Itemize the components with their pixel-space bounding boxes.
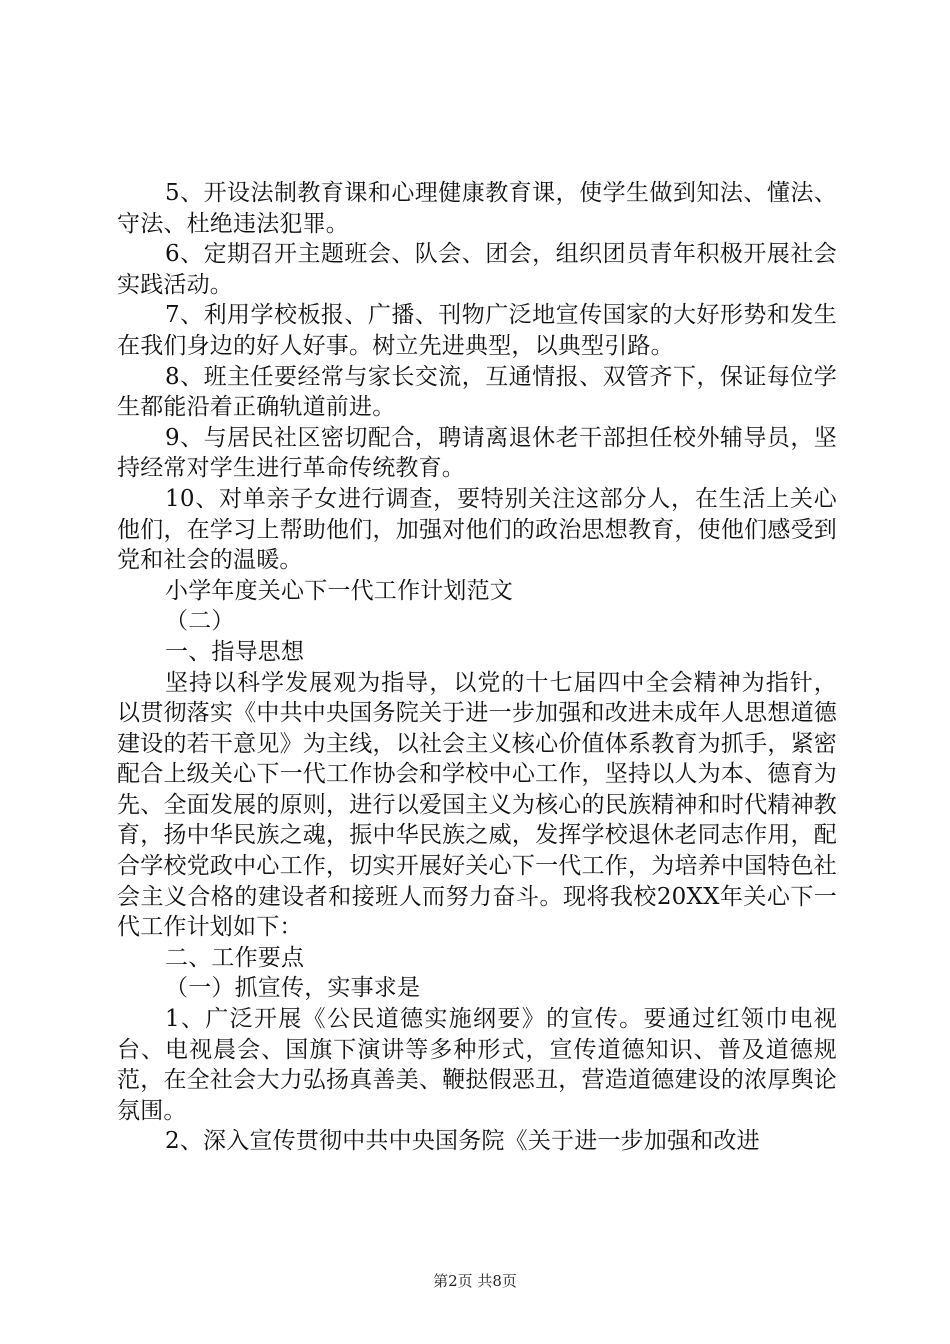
- paragraph-publicity-1: 1、广泛开展《公民道德实施纲要》的宣传。要通过红领巾电视台、电视晨会、国旗下演讲等多种形式，宣传道德知识、普及道德规范，在全社会大力弘扬真善美、鞭挞假恶丑，营造道德建设的浓厚舆论氛围。: [117, 1006, 837, 1124]
- heading-work-points: 二、工作要点: [165, 944, 305, 971]
- section-title: 小学年度关心下一代工作计划范文: [165, 577, 513, 604]
- paragraph-item-6: 6、定期召开主题班会、队会、团会，组织团员青年积极开展社会实践活动。: [117, 241, 837, 298]
- document-body: [117, 178, 837, 1157]
- subheading-publicity: （一）抓宣传，实事求是: [165, 975, 421, 1002]
- paragraph-item-8: 8、班主任要经常与家长交流，互通情报、双管齐下，保证每位学生都能沿着正确轨道前进。: [117, 363, 837, 421]
- page-number: 第2页 共8页: [433, 1272, 517, 1290]
- heading-guiding-ideology: 一、指导思想: [165, 638, 305, 665]
- paragraph-item-7: 7、利用学校板报、广播、刊物广泛地宣传国家的大好形势和发生在我们身边的好人好事。树立先进典型，以典型引路。: [117, 302, 837, 359]
- paragraph-guiding-ideology: 坚持以科学发展观为指导，以党的十七届四中全会精神为指针，以贯彻落实《中共中央国务院关于进一步加强和改进未成年人思想道德建设的若干意见》为主线，以社会主义核心价值体系教育为抓手，紧密配合上级关心下一代工作协会和学校中心工作，坚持以人为本、德育为先、全面发展的原则，进行以爱国主义为核心的民族精神和时代精神教育，扬中华民族之魂，振中华民族之威，发挥学校退休老同志作用，配合学校党政中心工作，切实开展好关心下一代工作，为培养中国特色社会主义合格的建设者和接班人而努力奋斗。现将我校20XX年关心下一代工作计划如下：: [117, 669, 837, 941]
- section-subtitle: （二）: [165, 608, 235, 635]
- paragraph-item-9: 9、与居民社区密切配合，聘请离退休老干部担任校外辅导员，坚持经常对学生进行革命传统教育。: [117, 424, 837, 482]
- paragraph-publicity-2: 2、深入宣传贯彻中共中央国务院《关于进一步加强和改进: [165, 1128, 760, 1155]
- paragraph-item-10: 10、对单亲子女进行调查，要特别关注这部分人，在生活上关心他们，在学习上帮助他们，加强对他们的政治思想教育，使他们感受到党和社会的温暖。: [117, 485, 837, 574]
- paragraph-item-5: 5、开设法制教育课和心理健康教育课，使学生做到知法、懂法、守法、杜绝违法犯罪。: [117, 180, 837, 237]
